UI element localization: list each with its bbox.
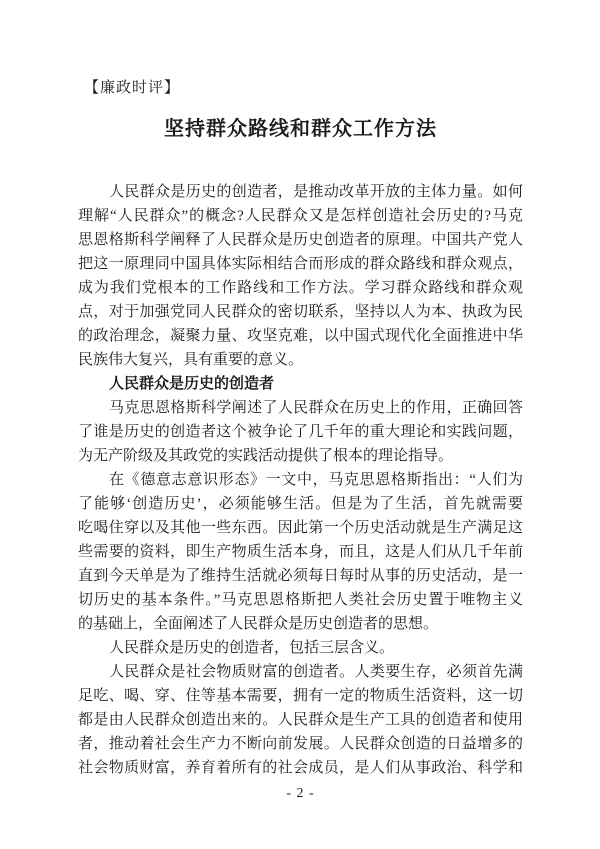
text-line: 了能够‘创造历史’，必须能够生活。但是为了生活，首先就需要: [78, 496, 523, 512]
text-line: 的基础上，全面阐述了人民群众是历史创造者的思想。: [78, 616, 439, 632]
text-line: 些需要的资料，即生产物质生活本身，而且，这是人们从几千年前: [78, 544, 523, 560]
paragraph: [78, 180, 523, 372]
text-line: 的政治理念，凝聚力量、攻坚克难，以中国式现代化全面推进中华: [78, 328, 523, 344]
paragraph: [78, 636, 523, 660]
text-line: 在《德意志意识形态》一文中，马克思恩格斯指出：“人们为: [109, 472, 523, 488]
text-line: 足吃、喝、穿、住等基本需要，拥有一定的物质生活资料，这一切: [78, 688, 523, 704]
paragraph: [78, 468, 523, 636]
document-body: [78, 180, 523, 780]
text-line: 者，推动着社会生产力不断向前发展。人民群众创造的日益增多的: [78, 736, 523, 752]
page-number: - 2 -: [286, 786, 315, 801]
text-line: 人民群众是历史的创造者，包括三层含义。: [109, 640, 395, 656]
text-line: 人民群众是历史的创造者，是推动改革开放的主体力量。如何: [109, 184, 523, 200]
text-line: 切历史的基本条件。”马克思恩格斯把人类社会历史置于唯物主义: [78, 592, 523, 608]
text-line: 把这一原理同中国具体实际相结合而形成的群众路线和群众观点，: [78, 256, 523, 272]
text-line: 直到今天单是为了维持生活就必须每日每时从事的历史活动，是一: [78, 568, 523, 584]
section-heading: [78, 372, 523, 396]
text-line: 点，对于加强党同人民群众的密切联系，坚持以人为本、执政为民: [78, 304, 523, 320]
text-line: 人民群众是社会物质财富的创造者。人类要生存，必须首先满: [109, 664, 523, 680]
category-label: 【廉政时评】: [84, 80, 181, 96]
text-line: 马克思恩格斯科学阐述了人民群众在历史上的作用，正确回答: [109, 400, 523, 416]
text-line: 吃喝住穿以及其他一些东西。因此第一个历史活动就是生产满足这: [78, 520, 523, 536]
text-line: 人民群众是历史的创造者: [109, 376, 275, 392]
text-line: 都是由人民群众创造出来的。人民群众是生产工具的创造者和使用: [78, 712, 523, 728]
text-line: 为无产阶级及其政党的实践活动提供了根本的理论指导。: [78, 448, 454, 464]
paragraph: [78, 396, 523, 468]
text-line: 成为我们党根本的工作路线和工作方法。学习群众路线和群众观: [78, 280, 523, 296]
paragraph: [78, 660, 523, 780]
text-line: 社会物质财富，养育着所有的社会成员，是人们从事政治、科学和: [78, 760, 523, 776]
text-line: 理解“人民群众”的概念?人民群众又是怎样创造社会历史的?马克: [78, 208, 523, 224]
text-line: 思恩格斯科学阐释了人民群众是历史创造者的原理。中国共产党人: [78, 232, 523, 248]
document-title: 坚持群众路线和群众工作方法: [164, 118, 437, 140]
text-line: 了谁是历史的创造者这个被争论了几千年的重大理论和实践问题，: [78, 424, 523, 440]
text-line: 民族伟大复兴，具有重要的意义。: [78, 352, 304, 368]
